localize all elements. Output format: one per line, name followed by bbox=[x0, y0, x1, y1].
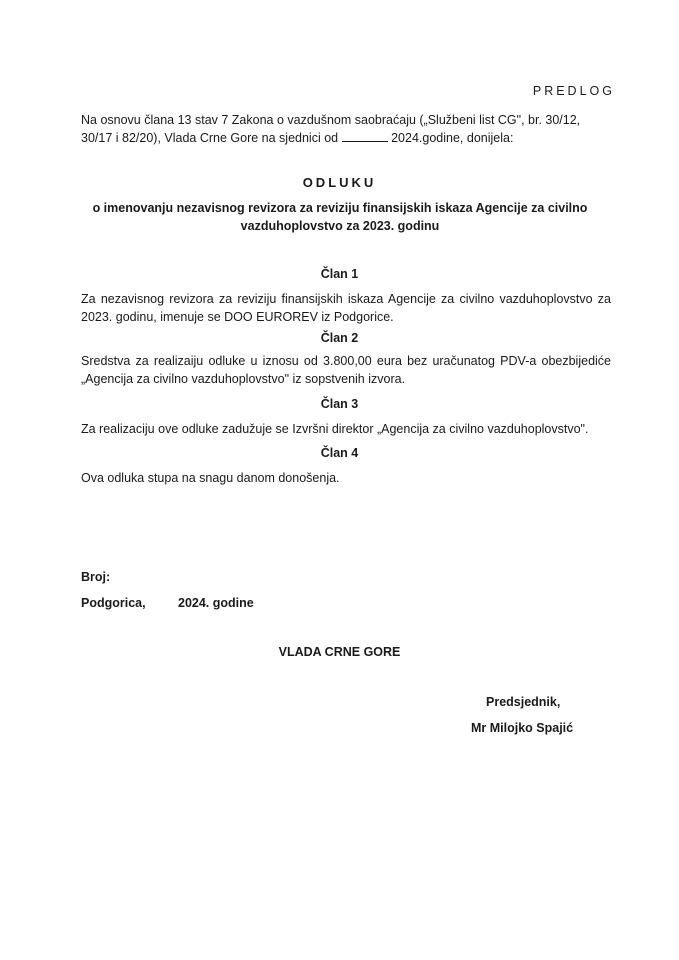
broj-label: Broj: bbox=[81, 570, 111, 584]
proposal-label: PREDLOG bbox=[532, 84, 615, 98]
intro-text-part1: Na osnovu člana 13 stav 7 Zakona o vazdušnom saobraćaju („Službeni list CG", br. 30/12, 30/17 i 82/20), Vlada Crne Gore na sjednici od bbox=[81, 113, 581, 145]
article-1-text: Za nezavisnog revizora za reviziju finansijskih iskaza Agencije za civilno vazduhoplovstvo za 2023. godinu, imenuje se DOO EUROREV iz Podgorice. bbox=[81, 292, 611, 324]
article-3-heading: Član 3 bbox=[320, 397, 359, 411]
intro-paragraph bbox=[81, 111, 611, 147]
date-blank-line bbox=[342, 130, 388, 142]
document-subtitle: o imenovanju nezavisnog revizora za reviziju finansijskih iskaza Agencije za civilno vazduhoplovstvo za 2023. godinu bbox=[92, 201, 588, 233]
document-title: ODLUKU bbox=[302, 175, 377, 190]
intro-text-part2: 2024.godine, donijela: bbox=[391, 131, 514, 145]
signatory-title: Predsjednik, bbox=[486, 695, 561, 709]
year-label: 2024. godine bbox=[178, 596, 254, 610]
government-name: VLADA CRNE GORE bbox=[278, 645, 401, 659]
signatory-name: Mr Milojko Spajić bbox=[471, 721, 574, 735]
article-2-text: Sredstva za realizaiju odluke u iznosu od 3.800,00 eura bez uračunatog PDV-a obezbijediće „Agencija za civilno vazduhoplovstvo" iz sopstvenih izvora. bbox=[81, 354, 611, 386]
article-4-text: Ova odluka stupa na snagu danom donošenja. bbox=[81, 471, 340, 485]
article-3-text: Za realizaciju ove odluke zadužuje se Izvršni direktor „Agencija za civilno vazduhoplovstvo". bbox=[81, 422, 589, 436]
place-label: Podgorica, bbox=[81, 596, 146, 610]
article-1-heading: Član 1 bbox=[320, 267, 359, 281]
article-4-heading: Član 4 bbox=[320, 446, 359, 460]
article-2-heading: Član 2 bbox=[320, 331, 359, 345]
